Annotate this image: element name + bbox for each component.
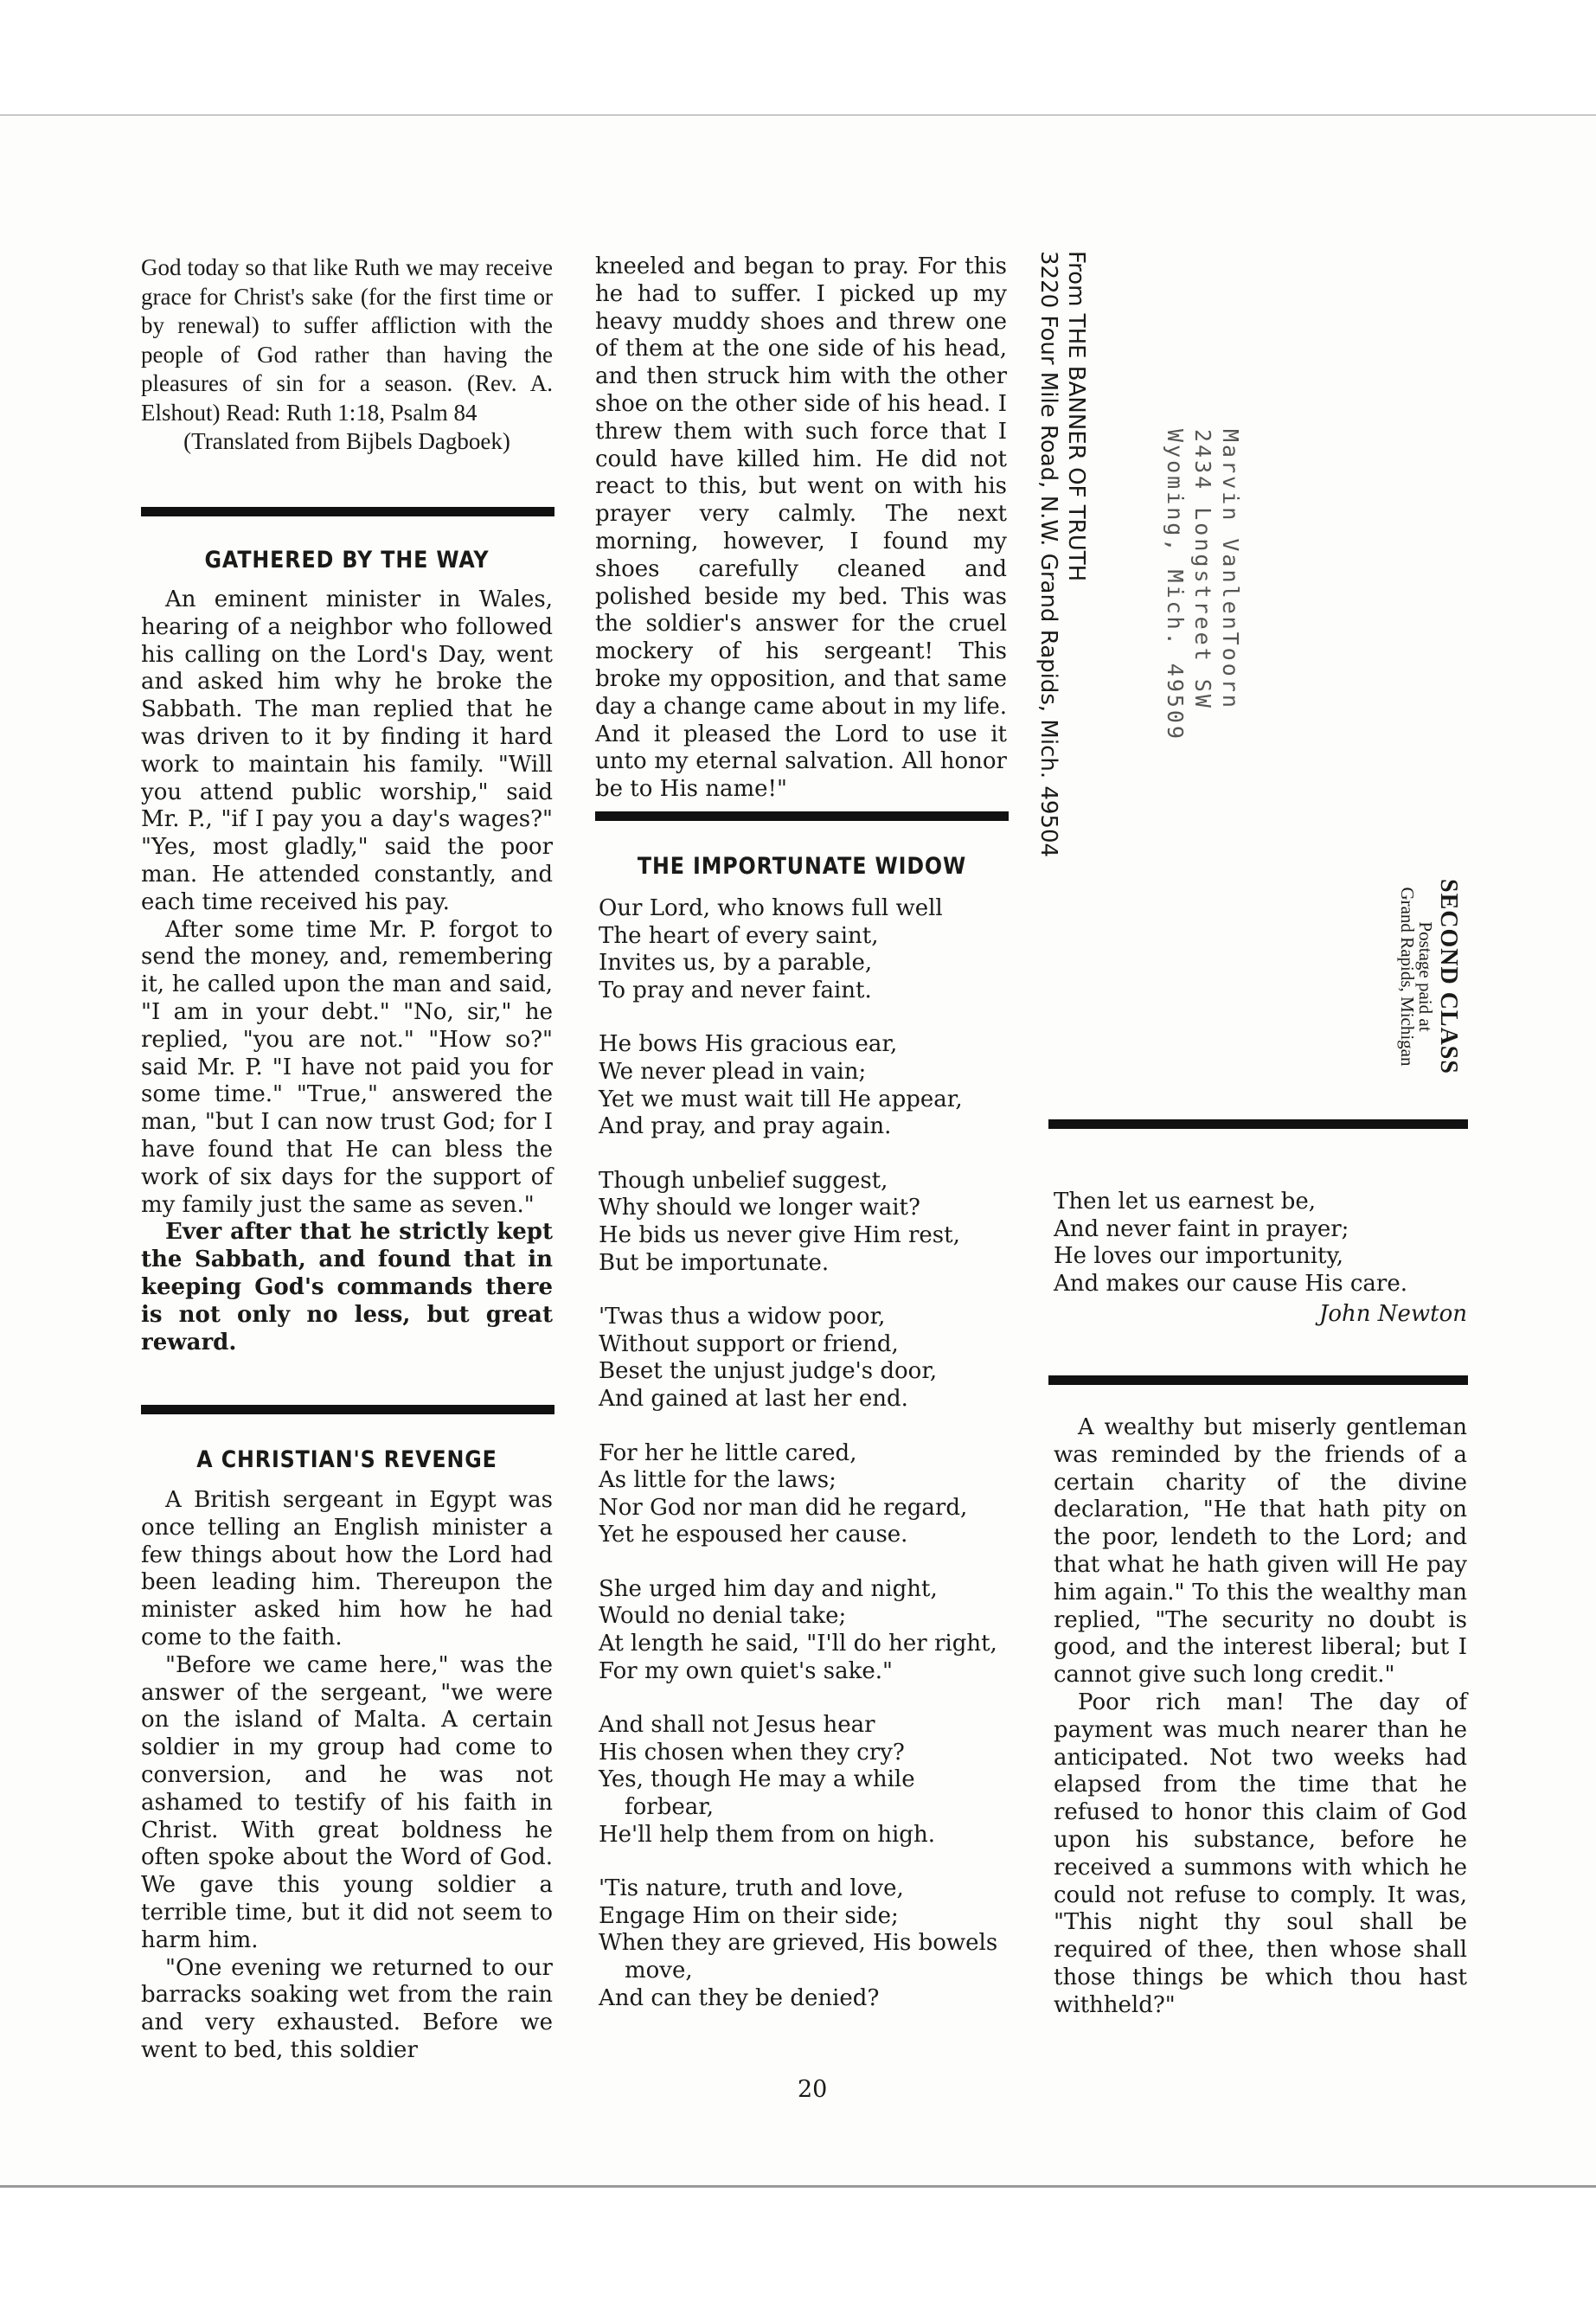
poem-line: He'll help them from on high. [599,1821,935,1848]
gathered-article [141,586,553,1356]
article-paragraph: An eminent minister in Wales, hearing of a neighbor who followed his calling on the Lord's Day, went and asked him why he broke the Sabbath. The man replied that he was driven to it by finding it hard work to maintain his family. "Will you attend public worship," said Mr. P., "if I pay you a day's wages?" "Yes, most gladly," said the poor man. He attended constantly, and each time received his pay. [141,586,553,915]
divider-rule [141,1405,554,1414]
poem-stanza [599,1875,1010,2012]
poem-line: And shall not Jesus hear [599,1712,875,1739]
poem-line: And gained at last her end. [599,1385,908,1412]
poem-line: He bids us never give Him rest, [599,1221,960,1248]
poem-line: Nor God nor man did he regard, [599,1494,968,1521]
ruth-credit: (Translated from Bijbels Dagboek) [183,428,510,454]
poem-stanza [599,1440,1010,1549]
poem-line: But be importunate. [599,1249,830,1276]
article-paragraph: A wealthy but miserly gentleman was reminded by the friends of a certain charity of the divine declaration, "He that hath pity on the poor, lendeth to the Lord; and that what he hath given will He pay him again." To this the wealthy man replied, "The security no doubt is good, and the interest liberal; but I cannot give such long credit." [1054,1414,1467,1689]
divider-rule [141,507,554,516]
article-paragraph: A British sergeant in Egypt was once telling an English minister a few things about how the Lord had been leading him. Thereupon the minister asked him how he had come to the faith. [141,1487,553,1650]
poem-line: She urged him day and night, [599,1575,938,1602]
widow-poem-end [1054,1189,1467,1329]
poem-line: As little for the laws; [599,1467,836,1494]
poem-line: And never faint in prayer; [1054,1215,1349,1242]
poem-line: 'Twas thus a widow poor, [599,1304,886,1330]
poem-line: Yet we must wait till He appear, [599,1086,963,1112]
miser-article [1054,1414,1467,2020]
poem-line: Invites us, by a parable, [599,950,873,977]
article-paragraph: Poor rich man! The day of payment was much nearer than he anticipated. Not two weeks had elapsed from the time that he refused to honor this claim of God upon his substance, before he received a summons with which he could not refuse to comply. It was, "This night thy soul shall be required of thee, then whose shall those things be which thou hast withheld?" [1054,1689,1467,2018]
return-address-line: 3220 Four Mile Road, N.W. Grand Rapids, Mich. 49504 [1035,251,1061,858]
mailing-return-address [1035,251,1090,857]
poem-line: Then let us earnest be, [1054,1189,1317,1215]
poem-line: Without support or friend, [599,1330,899,1357]
poem-line: He loves our importunity, [1054,1243,1343,1270]
section-title-revenge: A CHRISTIAN'S REVENGE [196,1446,497,1473]
article-paragraph: Ever after that he strictly kept the Sabbath, and found that in keeping God's commands there is not only no less, but great reward. [141,1219,553,1356]
section-title-widow: THE IMPORTUNATE WIDOW [637,853,967,880]
revenge-article [141,1487,553,2065]
poem-line: 'Tis nature, truth and love, [599,1875,904,1902]
postage-line: Postage paid at [1415,921,1436,1032]
second-class-label: SECOND CLASS [1435,879,1462,1074]
poem-line: Yet he espoused her cause. [599,1522,908,1548]
poem-signature: John Newton [1318,1301,1467,1328]
poem-line: Would no denial take; [599,1603,847,1630]
postage-indicia [1398,879,1462,1074]
poem-line: When they are grieved, His bowels move, [599,1930,998,1984]
return-line: From THE BANNER OF TRUTH [1063,251,1089,582]
divider-rule [595,811,1009,821]
poem-line: His chosen when they cry? [599,1739,905,1766]
poem-line: For her he little cared, [599,1439,857,1466]
addressee-street: 2434 Longstreet SW [1190,429,1215,710]
article-paragraph: kneeled and began to pray. For this he had to suffer. I picked up my heavy muddy shoes and threw one of them at the one side of his head, and then struck him with the other shoe on the other side of his head. I threw them with such force that I could have killed him. He did not react to this, but went on with his prayer very calmly. The next morning, however, I found my shoes carefully cleaned and polished beside my bed. This was the soldier's answer for the cruel mockery of his sergeant! This broke my opposition, and that same day a change came about in my life. And it pleased the Lord to use it unto my eternal salvation. All honor be to His name!" [595,253,1007,803]
poem-stanza [599,1304,1010,1413]
section-title-gathered: GATHERED BY THE WAY [204,547,490,574]
addressee-label [1161,429,1244,741]
poem-line: Why should we longer wait? [599,1195,920,1221]
widow-poem [599,895,1010,2039]
poem-stanza [599,1576,1010,1685]
poem-line: He bows His gracious ear, [599,1031,898,1058]
poem-line: Though unbelief suggest, [599,1167,888,1194]
ruth-devotional [141,253,553,457]
poem-line: Our Lord, who knows full well [599,895,943,921]
poem-line: And makes our cause His care. [1054,1270,1407,1297]
divider-rule [1048,1119,1468,1129]
addressee-city: Wyoming, Mich. 49509 [1163,429,1188,742]
article-paragraph: After some time Mr. P. forgot to send the money, and, remembering it, he called upon the man and said, "I am in your debt." "No, sir," he replied, "you are not." "How so?" said Mr. P. "I have not paid you for some time." "True," answered the man, "but I can now trust God; for I have found that He can bless the work of six days for the support of my family just the same as seven." [141,916,553,1218]
poem-line: Beset the unjust judge's door, [599,1358,938,1385]
poem-line: For my own quiet's sake." [599,1657,893,1684]
poem-line: And can they be denied? [599,1984,880,2011]
revenge-continuation [595,253,1007,804]
divider-rule [1048,1375,1468,1385]
ruth-paragraph: God today so that like Ruth we may receive grace for Christ's sake (for the first time or by renewal) to suffer affliction with the people of God rather than having the pleasures of sin for a season. (Rev. A. Elshout) Read: Ruth 1:18, Psalm 84 [141,254,553,426]
poem-line: To pray and never faint. [599,977,872,1003]
poem-stanza [599,1031,1010,1140]
page-number: 20 [798,2076,828,2103]
article-paragraph: "One evening we returned to our barracks soaking wet from the rain and very exhausted. Before we went to bed, this soldier [141,1954,553,2063]
article-paragraph: "Before we came here," was the answer of the sergeant, "we were on the island of Malta. A certain soldier in my group had come to conversion, and he was not ashamed to testify of his faith in Christ. With great boldness he often spoke about the Word of God. We gave this young soldier a terrible time, but it did not seem to harm him. [141,1651,553,1953]
poem-line: We never plead in vain; [599,1058,867,1085]
poem-stanza [599,1168,1010,1277]
poem-line: The heart of every saint, [599,922,879,949]
poem-line: At length he said, "I'll do her right, [599,1631,997,1657]
postage-line: Grand Rapids, Michigan [1397,887,1418,1067]
poem-stanza [599,895,1010,1004]
poem-line: Engage Him on their side; [599,1902,899,1929]
poem-line: Yes, though He may a while forbear, [599,1766,915,1821]
poem-line: And pray, and pray again. [599,1113,892,1140]
poem-stanza [599,1712,1010,1849]
addressee-name: Marvin VanlenToorn [1218,429,1243,710]
